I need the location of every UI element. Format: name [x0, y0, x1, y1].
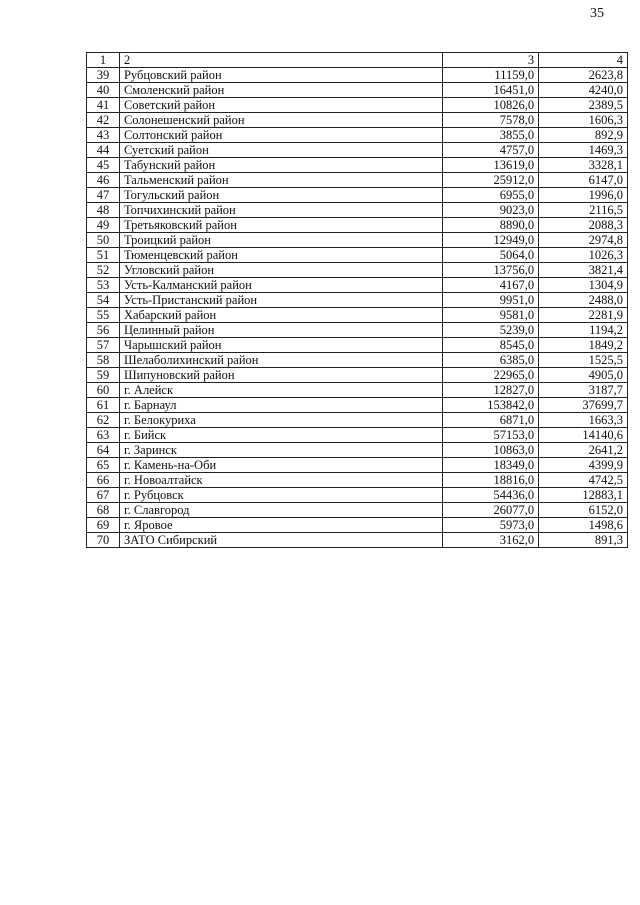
table-row — [87, 308, 628, 323]
row-number-cell: 52 — [87, 263, 120, 278]
table-row — [87, 143, 628, 158]
row-number-cell: 62 — [87, 413, 120, 428]
column-3-value-cell: 3855,0 — [443, 128, 539, 143]
territory-name-cell: Советский район — [119, 98, 442, 113]
row-number-cell: 55 — [87, 308, 120, 323]
column-header-3: 3 — [443, 53, 539, 68]
column-3-value-cell: 25912,0 — [443, 173, 539, 188]
table-row — [87, 473, 628, 488]
column-3-value-cell: 54436,0 — [443, 488, 539, 503]
row-number-cell: 51 — [87, 248, 120, 263]
column-4-value-cell: 1194,2 — [539, 323, 628, 338]
table-row — [87, 263, 628, 278]
table-row — [87, 458, 628, 473]
column-3-value-cell: 8545,0 — [443, 338, 539, 353]
territory-name-cell: Рубцовский район — [119, 68, 442, 83]
column-4-value-cell: 1849,2 — [539, 338, 628, 353]
territory-name-cell: Солтонский район — [119, 128, 442, 143]
table-row — [87, 488, 628, 503]
column-3-value-cell: 6955,0 — [443, 188, 539, 203]
column-3-value-cell: 5973,0 — [443, 518, 539, 533]
table-row — [87, 323, 628, 338]
column-4-value-cell: 1996,0 — [539, 188, 628, 203]
table-row — [87, 503, 628, 518]
column-4-value-cell: 4240,0 — [539, 83, 628, 98]
table-row — [87, 428, 628, 443]
row-number-cell: 39 — [87, 68, 120, 83]
territory-name-cell: г. Новоалтайск — [119, 473, 442, 488]
row-number-cell: 57 — [87, 338, 120, 353]
column-3-value-cell: 12827,0 — [443, 383, 539, 398]
row-number-cell: 58 — [87, 353, 120, 368]
territory-name-cell: Троицкий район — [119, 233, 442, 248]
column-4-value-cell: 14140,6 — [539, 428, 628, 443]
table-row — [87, 398, 628, 413]
table-row — [87, 173, 628, 188]
row-number-cell: 63 — [87, 428, 120, 443]
territory-name-cell: Угловский район — [119, 263, 442, 278]
column-3-value-cell: 9951,0 — [443, 293, 539, 308]
column-4-value-cell: 1525,5 — [539, 353, 628, 368]
territory-name-cell: Тюменцевский район — [119, 248, 442, 263]
territory-name-cell: Шелаболихинский район — [119, 353, 442, 368]
column-3-value-cell: 6871,0 — [443, 413, 539, 428]
territory-name-cell: г. Камень-на-Оби — [119, 458, 442, 473]
territory-name-cell: Солонешенский район — [119, 113, 442, 128]
row-number-cell: 53 — [87, 278, 120, 293]
column-4-value-cell: 1026,3 — [539, 248, 628, 263]
row-number-cell: 69 — [87, 518, 120, 533]
row-number-cell: 54 — [87, 293, 120, 308]
column-3-value-cell: 57153,0 — [443, 428, 539, 443]
table-row — [87, 128, 628, 143]
table-row — [87, 533, 628, 548]
territory-name-cell: Усть-Пристанский район — [119, 293, 442, 308]
row-number-cell: 45 — [87, 158, 120, 173]
table-row — [87, 353, 628, 368]
table-row — [87, 338, 628, 353]
column-4-value-cell: 1498,6 — [539, 518, 628, 533]
territory-name-cell: Третьяковский район — [119, 218, 442, 233]
column-4-value-cell: 37699,7 — [539, 398, 628, 413]
column-4-value-cell: 3328,1 — [539, 158, 628, 173]
table-row — [87, 248, 628, 263]
column-header-2: 2 — [119, 53, 442, 68]
column-3-value-cell: 26077,0 — [443, 503, 539, 518]
table-row — [87, 203, 628, 218]
column-4-value-cell: 2974,8 — [539, 233, 628, 248]
column-4-value-cell: 12883,1 — [539, 488, 628, 503]
table-row — [87, 158, 628, 173]
column-4-value-cell: 891,3 — [539, 533, 628, 548]
row-number-cell: 66 — [87, 473, 120, 488]
table-row — [87, 218, 628, 233]
column-3-value-cell: 18349,0 — [443, 458, 539, 473]
column-3-value-cell: 4167,0 — [443, 278, 539, 293]
column-header-4: 4 — [539, 53, 628, 68]
column-4-value-cell: 6147,0 — [539, 173, 628, 188]
territory-name-cell: г. Алейск — [119, 383, 442, 398]
row-number-cell: 47 — [87, 188, 120, 203]
column-3-value-cell: 153842,0 — [443, 398, 539, 413]
territory-name-cell: Шипуновский район — [119, 368, 442, 383]
row-number-cell: 42 — [87, 113, 120, 128]
column-3-value-cell: 22965,0 — [443, 368, 539, 383]
column-4-value-cell: 2389,5 — [539, 98, 628, 113]
table-row — [87, 413, 628, 428]
table-row — [87, 383, 628, 398]
column-3-value-cell: 5064,0 — [443, 248, 539, 263]
column-4-value-cell: 6152,0 — [539, 503, 628, 518]
territory-name-cell: Табунский район — [119, 158, 442, 173]
table-body — [87, 68, 628, 548]
row-number-cell: 46 — [87, 173, 120, 188]
row-number-cell: 44 — [87, 143, 120, 158]
column-4-value-cell: 2623,8 — [539, 68, 628, 83]
column-4-value-cell: 2641,2 — [539, 443, 628, 458]
row-number-cell: 40 — [87, 83, 120, 98]
column-4-value-cell: 2488,0 — [539, 293, 628, 308]
column-3-value-cell: 12949,0 — [443, 233, 539, 248]
column-3-value-cell: 4757,0 — [443, 143, 539, 158]
row-number-cell: 70 — [87, 533, 120, 548]
table-row — [87, 368, 628, 383]
column-4-value-cell: 3821,4 — [539, 263, 628, 278]
table-row — [87, 278, 628, 293]
table-row — [87, 518, 628, 533]
column-3-value-cell: 18816,0 — [443, 473, 539, 488]
territory-name-cell: ЗАТО Сибирский — [119, 533, 442, 548]
row-number-cell: 56 — [87, 323, 120, 338]
table-row — [87, 188, 628, 203]
territory-name-cell: Топчихинский район — [119, 203, 442, 218]
column-3-value-cell: 13756,0 — [443, 263, 539, 278]
territory-name-cell: Тальменский район — [119, 173, 442, 188]
page-number: 35 — [590, 6, 604, 21]
column-3-value-cell: 8890,0 — [443, 218, 539, 233]
column-3-value-cell: 10826,0 — [443, 98, 539, 113]
column-4-value-cell: 892,9 — [539, 128, 628, 143]
territory-name-cell: г. Славгород — [119, 503, 442, 518]
territory-name-cell: Усть-Калманский район — [119, 278, 442, 293]
column-3-value-cell: 9581,0 — [443, 308, 539, 323]
column-3-value-cell: 5239,0 — [443, 323, 539, 338]
column-4-value-cell: 3187,7 — [539, 383, 628, 398]
territory-name-cell: г. Яровое — [119, 518, 442, 533]
column-3-value-cell: 6385,0 — [443, 353, 539, 368]
row-number-cell: 41 — [87, 98, 120, 113]
table-row — [87, 98, 628, 113]
table-header-row — [87, 53, 628, 68]
column-4-value-cell: 4905,0 — [539, 368, 628, 383]
row-number-cell: 48 — [87, 203, 120, 218]
table-row — [87, 83, 628, 98]
row-number-cell: 59 — [87, 368, 120, 383]
table-row — [87, 293, 628, 308]
column-4-value-cell: 1663,3 — [539, 413, 628, 428]
row-number-cell: 50 — [87, 233, 120, 248]
column-3-value-cell: 11159,0 — [443, 68, 539, 83]
column-4-value-cell: 4399,9 — [539, 458, 628, 473]
column-4-value-cell: 2281,9 — [539, 308, 628, 323]
territory-name-cell: Чарышский район — [119, 338, 442, 353]
territory-name-cell: г. Бийск — [119, 428, 442, 443]
row-number-cell: 49 — [87, 218, 120, 233]
row-number-cell: 60 — [87, 383, 120, 398]
column-3-value-cell: 9023,0 — [443, 203, 539, 218]
row-number-cell: 43 — [87, 128, 120, 143]
column-3-value-cell: 3162,0 — [443, 533, 539, 548]
table-row — [87, 68, 628, 83]
row-number-cell: 68 — [87, 503, 120, 518]
territory-name-cell: Тогульский район — [119, 188, 442, 203]
column-4-value-cell: 2116,5 — [539, 203, 628, 218]
column-4-value-cell: 1469,3 — [539, 143, 628, 158]
table-row — [87, 113, 628, 128]
territory-name-cell: г. Белокуриха — [119, 413, 442, 428]
row-number-cell: 65 — [87, 458, 120, 473]
column-header-1: 1 — [87, 53, 120, 68]
table-row — [87, 233, 628, 248]
row-number-cell: 61 — [87, 398, 120, 413]
row-number-cell: 64 — [87, 443, 120, 458]
row-number-cell: 67 — [87, 488, 120, 503]
territory-name-cell: Суетский район — [119, 143, 442, 158]
data-table — [86, 52, 628, 548]
column-3-value-cell: 10863,0 — [443, 443, 539, 458]
column-4-value-cell: 1606,3 — [539, 113, 628, 128]
column-4-value-cell: 4742,5 — [539, 473, 628, 488]
territory-name-cell: Целинный район — [119, 323, 442, 338]
territory-name-cell: г. Заринск — [119, 443, 442, 458]
territory-name-cell: г. Рубцовск — [119, 488, 442, 503]
column-3-value-cell: 16451,0 — [443, 83, 539, 98]
column-3-value-cell: 13619,0 — [443, 158, 539, 173]
table-row — [87, 443, 628, 458]
territory-name-cell: Смоленский район — [119, 83, 442, 98]
territory-name-cell: г. Барнаул — [119, 398, 442, 413]
column-3-value-cell: 7578,0 — [443, 113, 539, 128]
column-4-value-cell: 2088,3 — [539, 218, 628, 233]
column-4-value-cell: 1304,9 — [539, 278, 628, 293]
territory-name-cell: Хабарский район — [119, 308, 442, 323]
